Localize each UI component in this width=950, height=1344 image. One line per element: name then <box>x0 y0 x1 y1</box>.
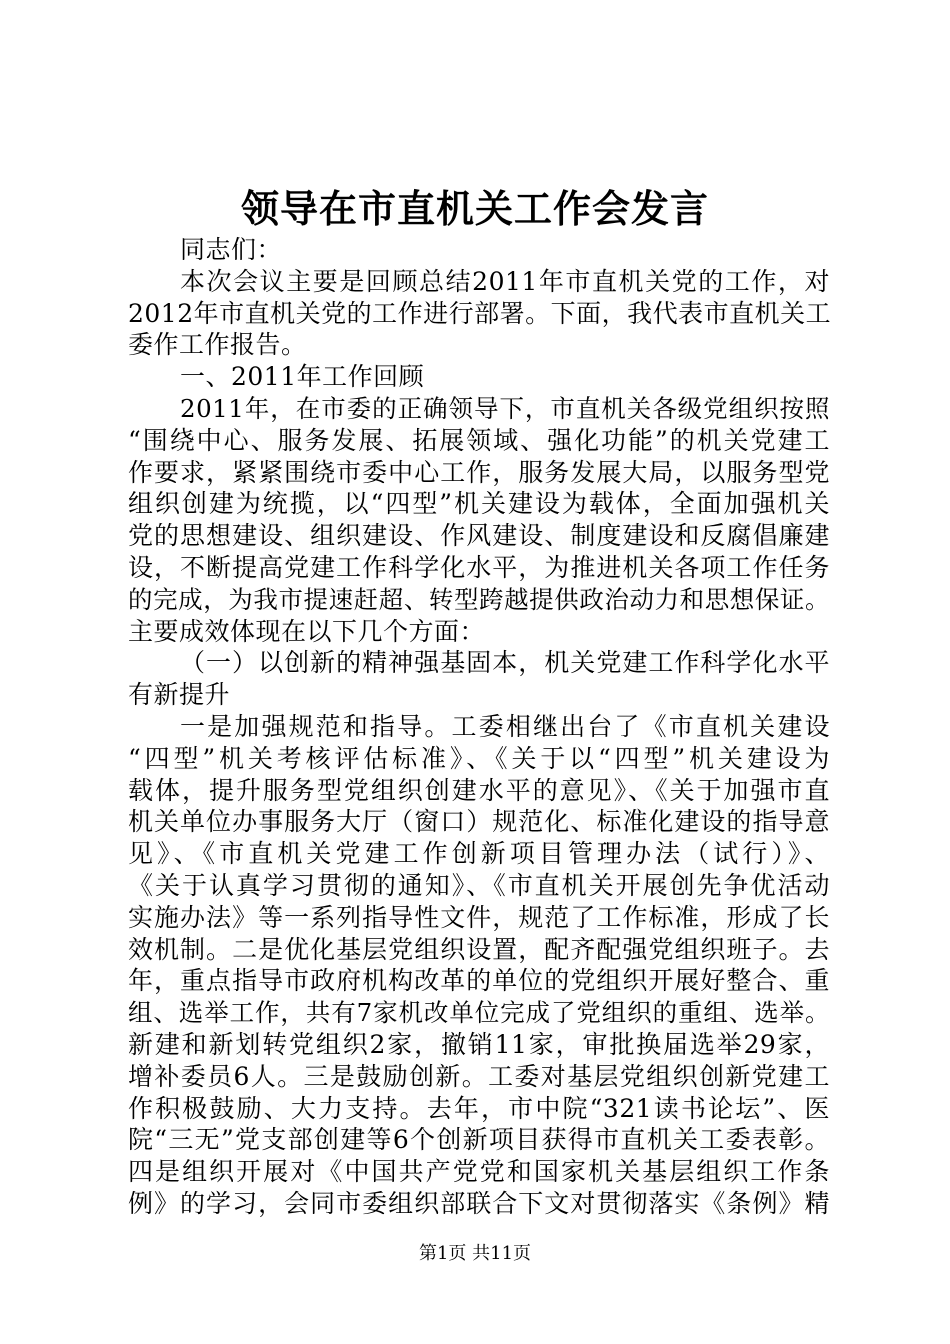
text-line: “四型”机关考核评估标准》、《关于以“四型”机关建设为 <box>128 743 830 773</box>
text-line: 作要求，紧紧围绕市委中心工作，服务发展大局，以服务型党 <box>128 457 830 487</box>
text-line: 一是加强规范和指导。工委相继出台了《市直机关建设 <box>180 711 830 741</box>
text-line: 2011年，在市委的正确领导下，市直机关各级党组织按照 <box>180 393 830 423</box>
text-line: 院“三无”党支部创建等6个创新项目获得市直机关工委表彰。 <box>128 1125 830 1155</box>
text-line: 设，不断提高党建工作科学化水平，为推进机关各项工作任务 <box>128 552 830 582</box>
text-line: 的完成，为我市提速赶超、转型跨越提供政治动力和思想保证。 <box>128 584 830 614</box>
text-line: 机关单位办事服务大厅（窗口）规范化、标准化建设的指导意 <box>128 807 830 837</box>
text-line: 2012年市直机关党的工作进行部署。下面，我代表市直机关工 <box>128 298 832 328</box>
text-line: 见》、《市直机关党建工作创新项目管理办法（试行）》、 <box>128 839 830 869</box>
text-line: “围绕中心、服务发展、拓展领域、强化功能”的机关党建工 <box>128 425 830 455</box>
text-line: 新建和新划转党组织2家，撤销11家，审批换届选举29家， <box>128 1029 830 1059</box>
text-line: 组织创建为统揽，以“四型”机关建设为载体，全面加强机关 <box>128 489 830 519</box>
text-line: 例》的学习，会同市委组织部联合下文对贯彻落实《条例》精 <box>128 1188 830 1218</box>
text-line: 同志们： <box>180 235 283 264</box>
text-line: 作积极鼓励、大力支持。去年，市中院“321读书论坛”、医 <box>128 1093 830 1123</box>
text-line: 党的思想建设、组织建设、作风建设、制度建设和反腐倡廉建 <box>128 521 830 551</box>
text-line: 组、选举工作，共有7家机改单位完成了党组织的重组、选举。 <box>128 998 830 1028</box>
text-line: 委作工作报告。 <box>128 330 307 360</box>
document-body <box>128 234 830 1220</box>
text-line: 增补委员6人。三是鼓励创新。工委对基层党组织创新党建工 <box>128 1061 830 1091</box>
text-line: 一、2011年工作回顾 <box>180 362 425 392</box>
text-line: 四是组织开展对《中国共产党党和国家机关基层组织工作条 <box>128 1157 830 1187</box>
text-line: 有新提升 <box>128 680 231 710</box>
text-line: 载体，提升服务型党组织创建水平的意见》、《关于加强市直 <box>128 775 830 805</box>
text-line: 主要成效体现在以下几个方面： <box>128 616 486 646</box>
text-line: 本次会议主要是回顾总结2011年市直机关党的工作，对 <box>180 266 830 296</box>
text-line: 年，重点指导市政府机构改革的单位的党组织开展好整合、重 <box>128 966 830 996</box>
text-line: （一）以创新的精神强基固本，机关党建工作科学化水平 <box>180 648 830 678</box>
document-title: 领导在市直机关工作会发言 <box>240 186 709 231</box>
text-line: 效机制。二是优化基层党组织设置，配齐配强党组织班子。去 <box>128 934 830 964</box>
text-line: 《关于认真学习贯彻的通知》、《市直机关开展创先争优活动 <box>128 870 830 900</box>
text-line: 实施办法》等一系列指导性文件，规范了工作标准，形成了长 <box>128 902 830 932</box>
page-footer: 第1页 共11页 <box>418 1243 532 1264</box>
